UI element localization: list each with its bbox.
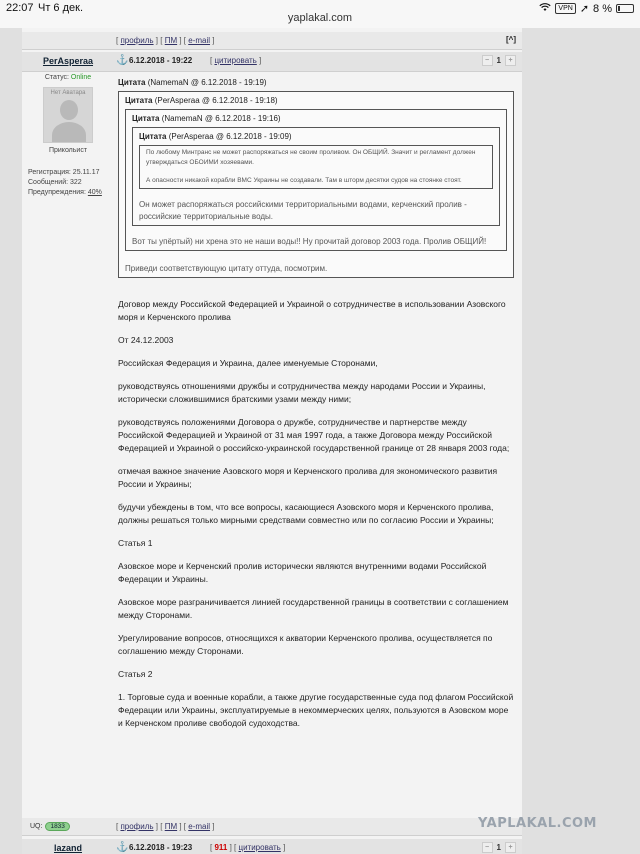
paragraph: 1. Торговые суда и военные корабли, а также другие государственные суда под флагом Российской Федерации или Украины, эксплуатируемые в некоммерческих целях, пользуются в Азовском море и Керченском проливе свободой судоходства.	[118, 692, 514, 728]
profile-link[interactable]: профиль	[120, 36, 154, 45]
quote-header: Цитата (NamemaN @ 6.12.2018 - 19:19)	[118, 78, 267, 87]
next-post-header	[22, 839, 522, 854]
quote-box	[125, 109, 507, 251]
profile-links: [ профиль ] [ ПМ ] [ e-mail ]	[116, 822, 215, 831]
uq-counter: UQ: 1833	[30, 822, 70, 831]
post-links-bar	[22, 32, 522, 50]
paragraph: Российская Федерация и Украина, далее именуемые Сторонами,	[118, 358, 378, 368]
post-rating	[482, 55, 516, 66]
user-stats	[22, 168, 114, 198]
post-rating	[482, 842, 516, 853]
clock: 22:07	[6, 2, 34, 14]
url-domain[interactable]: yaplakal.com	[287, 12, 353, 24]
quote-text: Он может распоряжаться российскими территориальными водами, керченский пролив - российские территориальные воды.	[139, 200, 467, 221]
paragraph: Статья 1	[118, 538, 153, 548]
vote-down-icon[interactable]: −	[482, 55, 493, 66]
reputation-value[interactable]: 911	[214, 843, 228, 852]
quote-box	[118, 91, 514, 278]
paragraph: руководствуясь отношениями дружбы и сотрудничества между народами России и Украины, исторически сложившимися братскими узами между ними;	[118, 381, 486, 404]
email-link[interactable]: e-mail	[188, 822, 211, 831]
anchor-icon[interactable]: ⚓	[116, 842, 129, 853]
quote-link[interactable]: цитировать	[238, 843, 281, 852]
quote-header: Цитата (PerAsperaa @ 6.12.2018 - 19:09)	[139, 132, 292, 141]
right-gutter	[522, 28, 640, 854]
quote-header: Цитата (NamemaN @ 6.12.2018 - 19:16)	[132, 114, 281, 123]
profile-link[interactable]: профиль	[120, 822, 154, 831]
post-body	[118, 298, 514, 730]
avatar-placeholder-icon	[60, 100, 78, 120]
message-count: Сообщений: 322	[28, 179, 82, 186]
quote-header: Цитата (PerAsperaa @ 6.12.2018 - 19:18)	[125, 96, 278, 105]
paragraph: Азовское море разграничивается линией государственной границы в соответствии с соглашением между Сторонами.	[118, 597, 509, 620]
post-content	[118, 76, 514, 730]
no-avatar-label: Нет Аватара	[50, 90, 86, 96]
avatar	[43, 87, 93, 143]
quote-box	[132, 127, 500, 226]
quote-text: Приведи соответствующую цитату оттуда, посмотрим.	[125, 264, 328, 273]
post-date: 6.12.2018 - 19:22	[129, 56, 193, 65]
post-date: 6.12.2018 - 19:23	[129, 843, 193, 852]
date: Чт 6 дек.	[38, 2, 84, 14]
wifi-icon	[539, 3, 551, 15]
forum-page	[22, 28, 522, 854]
paragraph: Азовское море и Керченский пролив исторически являются внутренними водами Российской Федерации и Украины.	[118, 561, 487, 584]
quote-box	[139, 145, 493, 189]
vote-up-icon[interactable]: +	[505, 842, 516, 853]
registration-date: Регистрация: 25.11.17	[28, 169, 100, 176]
rating-value: 1	[496, 56, 501, 65]
location-arrow-icon: ➚	[579, 3, 590, 15]
anchor-icon[interactable]: ⚓	[116, 55, 129, 66]
quote-link[interactable]: цитировать	[214, 56, 257, 65]
warnings-link[interactable]: 40%	[87, 189, 102, 196]
status-icons	[539, 2, 634, 15]
email-link[interactable]: e-mail	[188, 36, 211, 45]
post-author[interactable]: PerAsperaa	[42, 56, 94, 66]
status-bar	[0, 0, 640, 28]
uq-badge: 1833	[45, 822, 69, 831]
paragraph: От 24.12.2003	[118, 335, 174, 345]
post-actions: [ 911 ] [ цитировать ]	[210, 843, 286, 852]
paragraph: Договор между Российской Федерацией и Украиной о сотрудничестве в использовании Азовского моря и Керченского пролива	[118, 299, 506, 322]
site-watermark: YAPLAKAL.COM	[478, 816, 597, 831]
paragraph: Урегулирование вопросов, относящихся к акватории Керченского пролива, осуществляется по соглашению между Сторонами.	[118, 633, 493, 656]
pm-link[interactable]: ПМ	[164, 822, 178, 831]
online-badge: Online	[70, 74, 92, 81]
user-status: Статус: Online	[44, 74, 92, 81]
paragraph: руководствуясь положениями Договора о дружбе, сотрудничестве и партнерстве между Российской Федерацией и Украиной от 31 мая 1997 года, а также Договора между Российской Федерацией и Украиной о российско-украинской государственной границе от 28 января 2003 года;	[118, 417, 510, 453]
battery-icon	[616, 4, 634, 13]
profile-links: [ профиль ] [ ПМ ] [ e-mail ]	[116, 36, 215, 45]
pm-link[interactable]: ПМ	[164, 36, 178, 45]
quote-text: Вот ты упёртый) ни хрена это не наши воды!! Ну прочитай договор 2003 года. Пролив ОБЩИЙ!	[132, 237, 487, 246]
paragraph: Статья 2	[118, 669, 153, 679]
vpn-badge: VPN	[555, 3, 575, 14]
post-header	[22, 52, 522, 72]
to-top-button[interactable]: [^]	[506, 35, 516, 44]
quote-block-1	[118, 76, 514, 278]
user-rank: Прикольист	[48, 147, 88, 154]
post-footer-bar	[22, 818, 522, 836]
post-author[interactable]: lazand	[53, 843, 82, 853]
warnings: Предупреждения: 40%	[28, 189, 102, 196]
left-gutter	[0, 28, 22, 854]
quote-text: А опасности никакой корабли ВМС Украины не создавали. Там в шторм десятки судов на стоянке стоят.	[146, 177, 462, 184]
vote-up-icon[interactable]: +	[505, 55, 516, 66]
paragraph: будучи убеждены в том, что все вопросы, касающиеся Азовского моря и Керченского пролива, должны решаться только мирными средствами совместно или по согласию России и Украины;	[118, 502, 494, 525]
paragraph: отмечая важное значение Азовского моря и Керченского пролива для экономического развития России и Украины;	[118, 466, 498, 489]
vote-down-icon[interactable]: −	[482, 842, 493, 853]
battery-percent: 8 %	[593, 2, 612, 15]
rating-value: 1	[496, 843, 501, 852]
quote-text: По любому Минтранс не может распоряжаться не своим проливом. Он ОБЩИЙ. Значит и регламент должен утверждаться ОБОИМИ хозяевами.	[146, 149, 476, 166]
post-actions: [ цитировать ]	[210, 56, 262, 65]
author-sidebar	[22, 74, 114, 198]
